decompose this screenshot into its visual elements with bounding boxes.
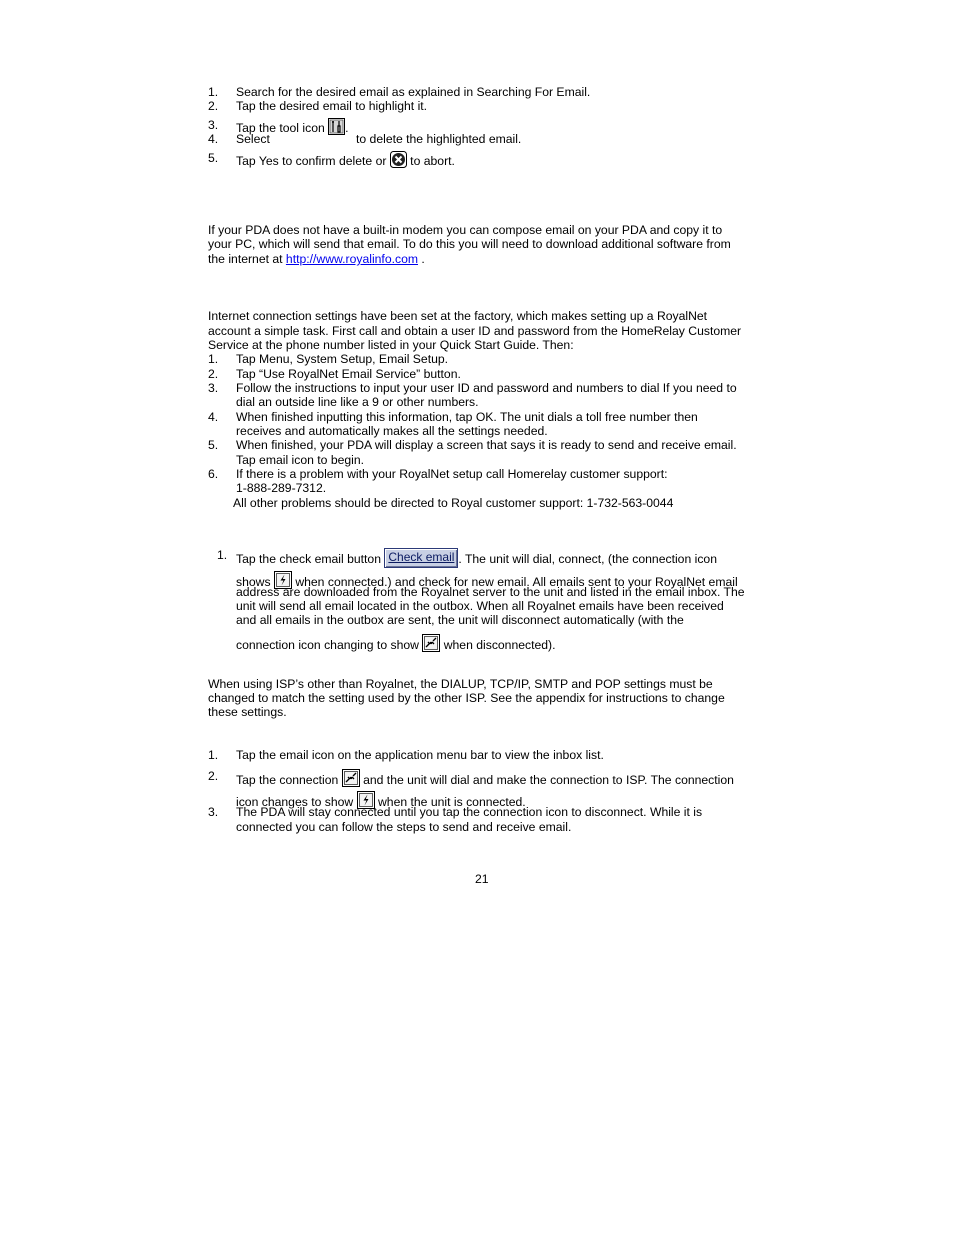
step-text: connected you can follow the steps to send and receive email. [236,820,572,834]
step-number: 2. [208,99,219,113]
paragraph-line: account a simple task. First call and obtain a user ID and password from the HomeRelay Customer [208,324,742,338]
step-text: Tap the connection and the unit will dial and make the connection to ISP. The connection [236,769,734,790]
paragraph-line: When using ISP’s other than Royalnet, the DIALUP, TCP/IP, SMTP and POP settings must be [208,677,713,691]
step-text: When finished inputting this information, tap OK. The unit dials a toll free number then [236,410,698,424]
paragraph-line: If your PDA does not have a built-in modem you can compose email on your PDA and copy it to [208,223,723,237]
step-text: unit will send all email located in the outbox. When all Royalnet emails have been received [236,599,724,613]
step-number: 1. [217,548,228,562]
step-text: Tap “Use RoyalNet Email Service” button. [236,367,461,381]
paragraph-line: changed to match the setting used by the other ISP. See the appendix for instructions to change [208,691,725,705]
step-number: 2. [208,367,219,381]
step-text: Search for the desired email as explained in Searching For Email. [236,85,591,99]
step-text: connection icon changing to show when disconnected). [236,634,556,655]
paragraph-line: your PC, which will send that email. To do this you will need to download additional software from [208,237,731,251]
step-text: Tap the tool icon . [236,118,349,138]
step-number: 1. [208,748,219,762]
step-number: 5. [208,151,219,165]
check-email-button[interactable]: Check email [384,548,458,568]
step-number: 4. [208,410,219,424]
step-number: 3. [208,805,219,819]
other-problems-text: All other problems should be directed to Royal customer support: 1-732-563-0044 [233,496,674,510]
step-text: address are downloaded from the Royalnet server to the unit and listed in the email inbox. The [236,585,745,599]
step-text: icon changes to show when the unit is connected. [236,791,526,812]
paragraph-line: the internet at http://www.royalinfo.com . [208,252,425,266]
step-text: shows when connected.) and check for new email. All emails sent to your RoyalNet email [236,571,738,592]
step-text: Tap the check email button Check email . The unit will dial, connect, (the connection icon [236,550,717,566]
disconnected-icon [422,634,440,655]
paragraph-line: Internet connection settings have been set at the factory, which makes setting up a RoyalNet [208,309,708,323]
step-text: The PDA will stay connected until you tap the connection icon to disconnect. While it is [236,805,703,819]
paragraph-line: Service at the phone number listed in your Quick Start Guide. Then: [208,338,574,352]
step-number: 2. [208,769,219,783]
royalinfo-link[interactable]: http://www.royalinfo.com [285,252,419,266]
step-number: 1. [208,85,219,99]
step-text: to delete the highlighted email. [356,132,522,146]
support-phone: 1-888-289-7312. [236,481,327,495]
step-text: Tap email icon to begin. [236,453,365,467]
step-number: 3. [208,381,219,395]
paragraph-line: these settings. [208,705,287,719]
step-number: 3. [208,118,219,132]
step-text: Select [236,132,270,146]
step-text: and all emails in the outbox are sent, the unit will disconnect automatically (with the [236,613,684,627]
step-text: Tap Yes to confirm delete or to abort. [236,151,455,171]
step-text: Tap the desired email to highlight it. [236,99,428,113]
step-text: Follow the instructions to input your user ID and password and numbers to dial If you need to [236,381,737,395]
tool-icon [328,118,345,138]
close-icon [390,151,407,171]
step-text: When finished, your PDA will display a screen that says it is ready to send and receive email. [236,438,737,452]
step-number: 1. [208,352,219,366]
step-number: 5. [208,438,219,452]
step-text: dial an outside line like a 9 or other numbers. [236,395,479,409]
step-number: 6. [208,467,219,481]
step-text: Tap the email icon on the application menu bar to view the inbox list. [236,748,604,762]
step-text: receives and automatically makes all the settings needed. [236,424,548,438]
page-number: 21 [475,872,489,886]
step-text: Tap Menu, System Setup, Email Setup. [236,352,449,366]
disconnected-icon [342,769,360,790]
step-number: 4. [208,132,219,146]
step-text: If there is a problem with your RoyalNet setup call Homerelay customer support: [236,467,668,481]
